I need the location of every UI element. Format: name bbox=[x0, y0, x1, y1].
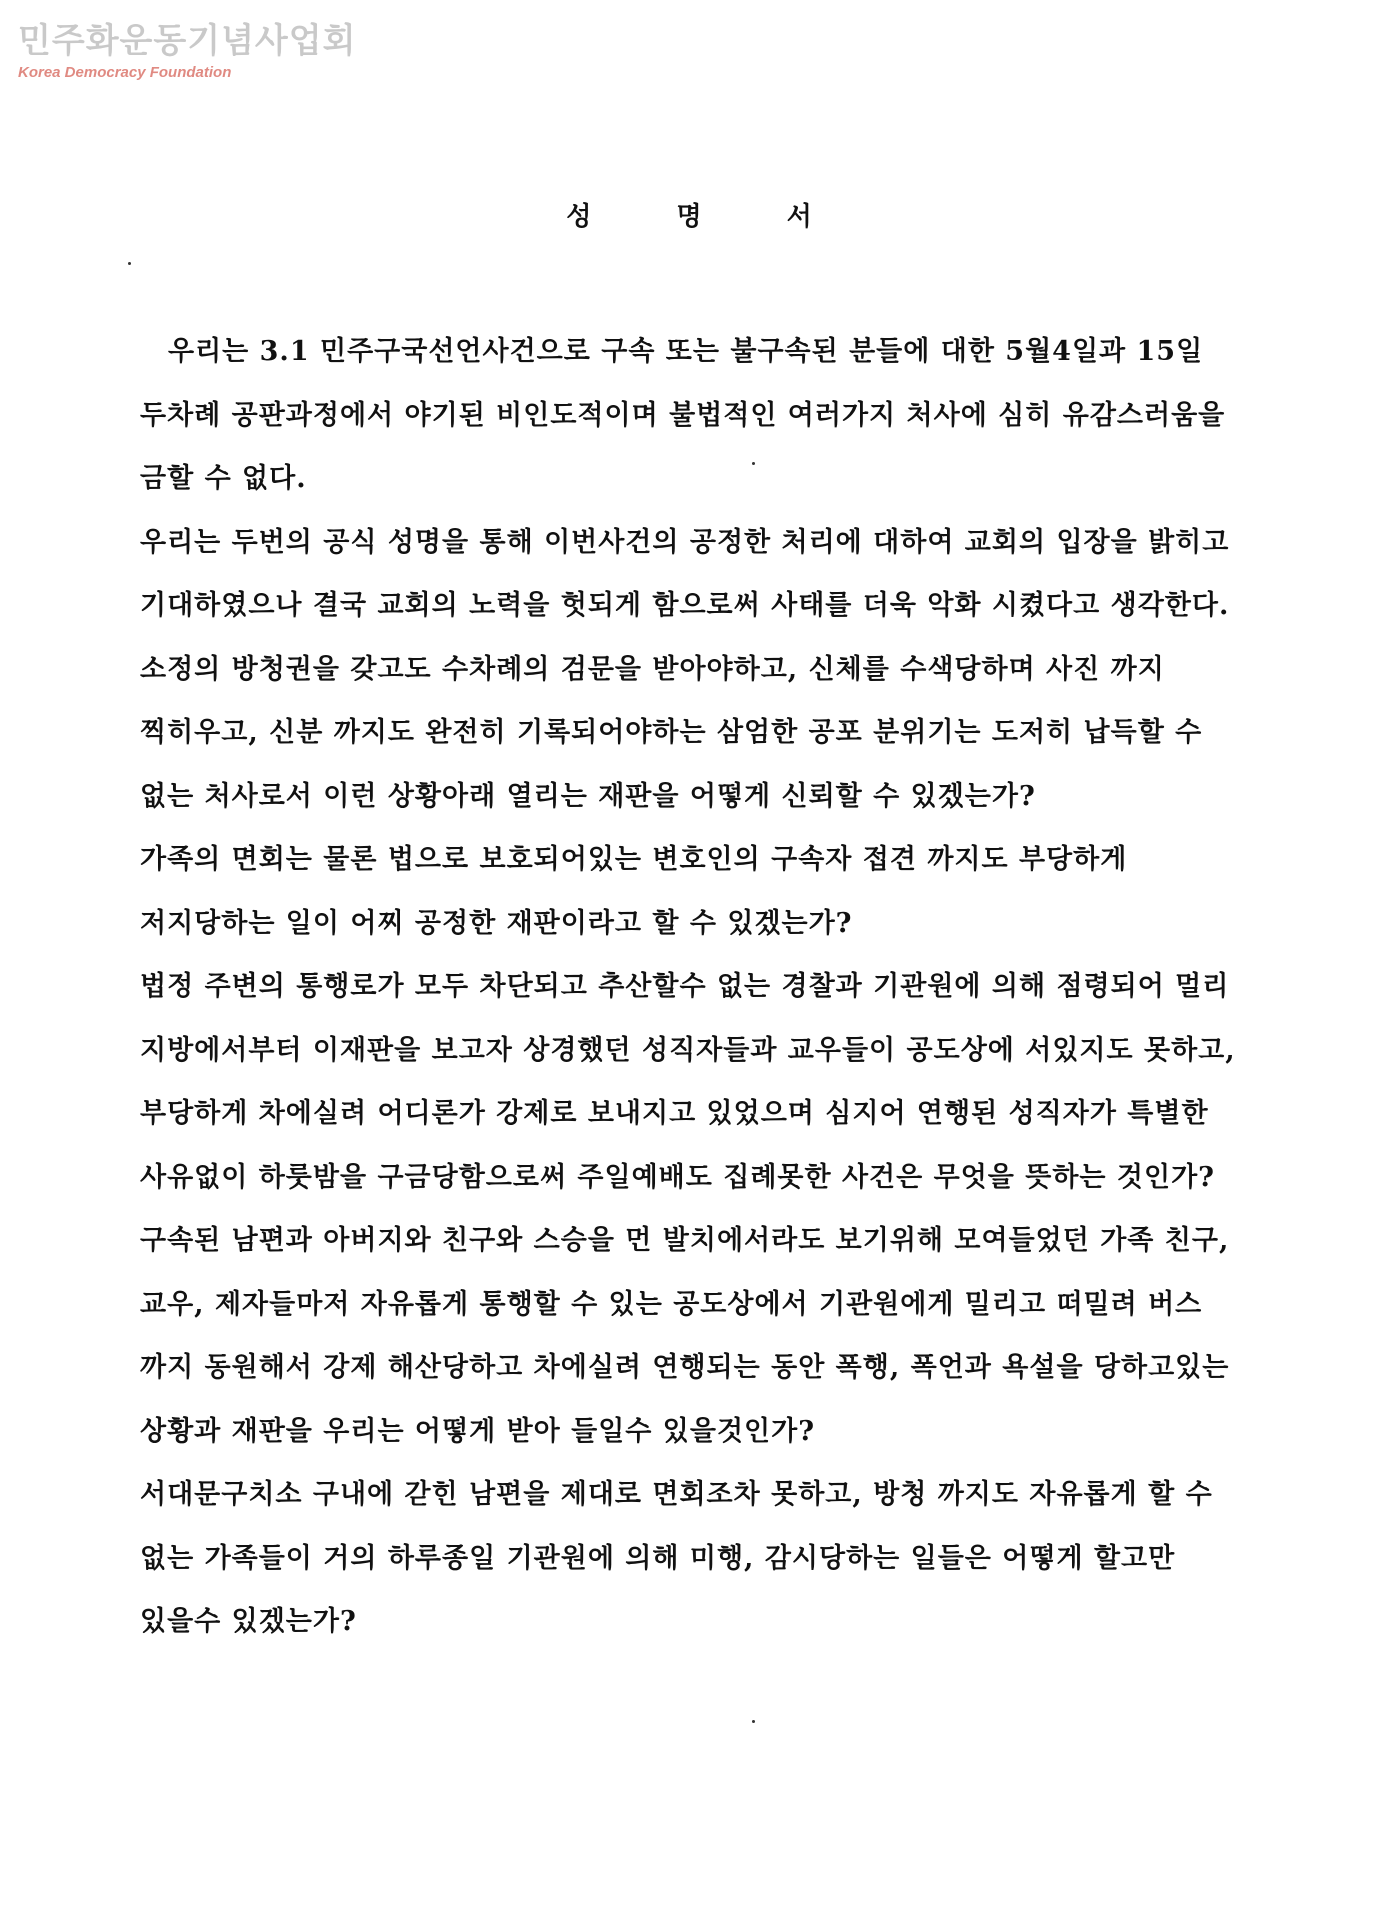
paragraph-4: 가족의 면회는 물론 법으로 보호되어있는 변호인의 구속자 접견 까지도 부당하게 저지당하는 일이 어찌 공정한 재판이라고 할 수 있겠는가? bbox=[140, 844, 1128, 939]
scan-speck bbox=[752, 1720, 755, 1723]
statement-body bbox=[140, 320, 1265, 1654]
title-char-1: 성 bbox=[566, 202, 592, 232]
foundation-watermark bbox=[18, 22, 356, 81]
paragraph-2: 우리는 두번의 공식 성명을 통해 이번사건의 공정한 처리에 대하여 교회의 입장을 밝히고 기대하였으나 결국 교회의 노력을 헛되게 함으로써 사태를 더욱 악화 시켰다고 생각한다. bbox=[140, 526, 1230, 621]
scan-speck bbox=[752, 462, 755, 465]
document-title bbox=[0, 196, 1378, 233]
title-char-3: 서 bbox=[786, 202, 812, 232]
title-char-2: 명 bbox=[676, 202, 702, 232]
paragraph-1: 우리는 3.1 민주구국선언사건으로 구속 또는 불구속된 분들에 대한 5월4일과 15일 두차례 공판과정에서 야기된 비인도적이며 불법적인 여러가지 처사에 심히 유감스러움을 금할 수 없다. bbox=[140, 336, 1226, 494]
paragraph-3: 소정의 방청권을 갖고도 수차례의 검문을 받아야하고, 신체를 수색당하며 사진 까지 찍히우고, 신분 까지도 완전히 기록되어야하는 삼엄한 공포 분위기는 도저히 납득할 수 없는 처사로서 이런 상황아래 열리는 재판을 어떻게 신뢰할 수 있겠는가? bbox=[140, 653, 1203, 812]
watermark-korean: 민주화운동기념사업회 bbox=[18, 21, 357, 61]
paragraph-6: 구속된 남편과 아버지와 친구와 스승을 먼 발치에서라도 보기위해 모여들었던 가족 친구, 교우, 제자들마저 자유롭게 통행할 수 있는 공도상에서 기관원에게 밀리고 떠밀려 버스 까지 동원해서 강제 해산당하고 차에실려 연행되는 동안 폭행, 폭언과 욕설을 당하고있는 상황과 재판을 우리는 어떻게 받아 들일수 있을것인가? bbox=[140, 1225, 1230, 1447]
scan-speck bbox=[128, 262, 131, 265]
watermark-english: Korea Democracy Foundation bbox=[18, 64, 232, 81]
paragraph-5: 법정 주변의 통행로가 모두 차단되고 추산할수 없는 경찰과 기관원에 의해 점령되어 멀리 지방에서부터 이재판을 보고자 상경했던 성직자들과 교우들이 공도상에 서있지도 못하고, 부당하게 차에실려 어디론가 강제로 보내지고 있었으며 심지어 연행된 성직자가 특별한 사유없이 하룻밤을 구금당함으로써 주일예배도 집례못한 사건은 무엇을 뜻하는 것인가? bbox=[140, 971, 1236, 1193]
paragraph-7: 서대문구치소 구내에 갇힌 남편을 제대로 면회조차 못하고, 방청 까지도 자유롭게 할 수 없는 가족들이 거의 하루종일 기관원에 의해 미행, 감시당하는 일들은 어떻게 할고만 있을수 있겠는가? bbox=[140, 1479, 1213, 1637]
